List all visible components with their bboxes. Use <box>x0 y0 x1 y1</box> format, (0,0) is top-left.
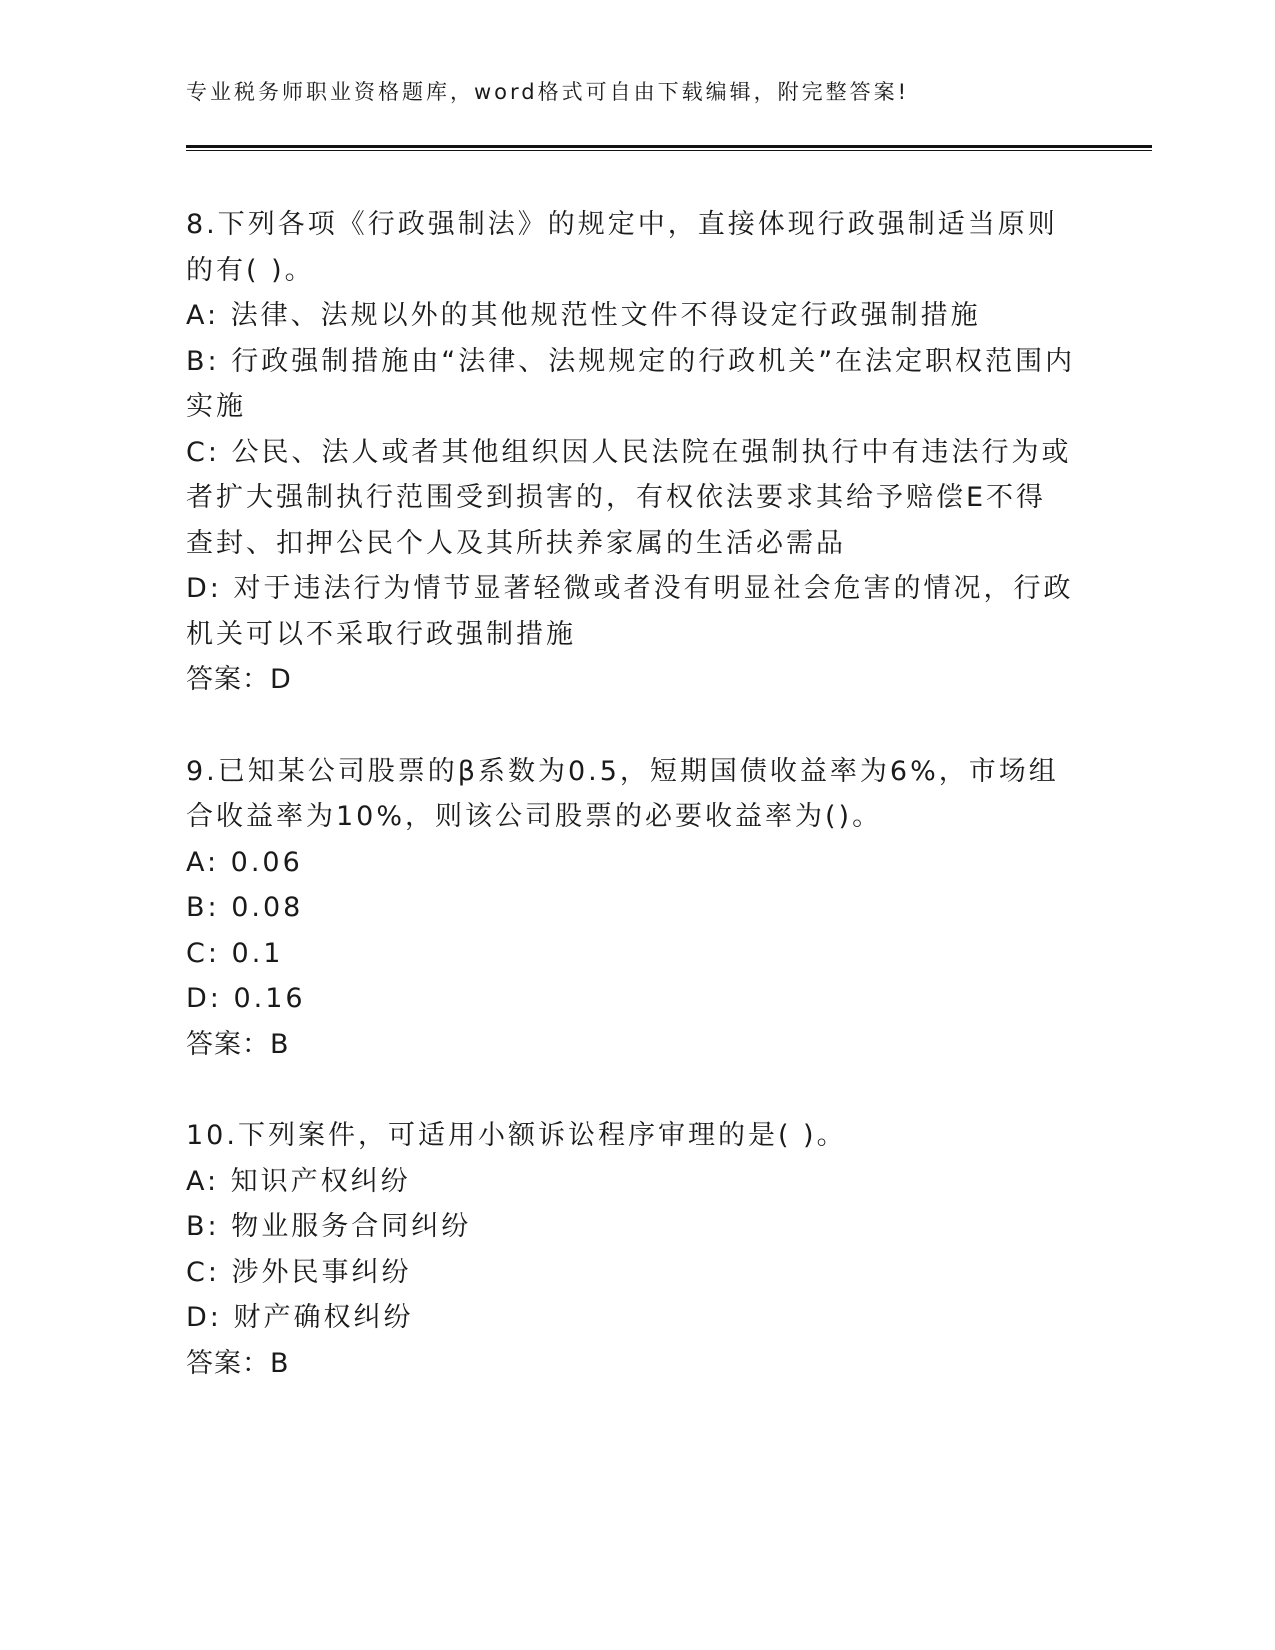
option-a: A: 0.06 <box>186 846 303 878</box>
option-b: B: 物业服务合同纠纷 <box>186 1211 472 1242</box>
option-c: C: 0.1 <box>186 937 284 969</box>
answer: 答案：B <box>186 1347 290 1379</box>
question-stem: 10.下列案件，可适用小额诉讼程序审理的是( )。 <box>186 1120 847 1151</box>
question-8 <box>186 202 1076 703</box>
option-d: D: 0.16 <box>186 983 306 1014</box>
option-c: C: 公民、法人或者其他组织因人民法院在强制执行中有违法行为或者扩大强制执行范围受到损害的，有权依法要求其给予赔偿E不得查封、扣押公民个人及其所扶养家属的生活必需品 <box>186 436 1072 559</box>
option-c: C: 涉外民事纠纷 <box>186 1256 412 1288</box>
option-d: D: 财产确权纠纷 <box>186 1302 414 1333</box>
question-10 <box>186 1113 1076 1386</box>
question-list <box>186 202 1076 1386</box>
answer: 答案：B <box>186 1028 290 1060</box>
option-b: B: 行政强制措施由“法律、法规规定的行政机关”在法定职权范围内实施 <box>186 345 1076 422</box>
option-d: D: 对于违法行为情节显著轻微或者没有明显社会危害的情况，行政机关可以不采取行政强制措施 <box>186 573 1074 650</box>
question-9 <box>186 749 1076 1068</box>
option-a: A: 法律、法规以外的其他规范性文件不得设定行政强制措施 <box>186 300 981 331</box>
header-divider <box>186 145 1152 148</box>
option-a: A: 知识产权纠纷 <box>186 1165 411 1197</box>
question-stem: 8.下列各项《行政强制法》的规定中，直接体现行政强制适当原则的有( )。 <box>186 209 1058 286</box>
answer: 答案：D <box>186 664 292 695</box>
option-b: B: 0.08 <box>186 892 304 923</box>
page-header: 专业税务师职业资格题库，word格式可自由下载编辑，附完整答案! <box>186 80 910 104</box>
question-stem: 9.已知某公司股票的β系数为0.5，短期国债收益率为6%，市场组合收益率为10%，则该公司股票的必要收益率为()。 <box>186 755 1059 832</box>
